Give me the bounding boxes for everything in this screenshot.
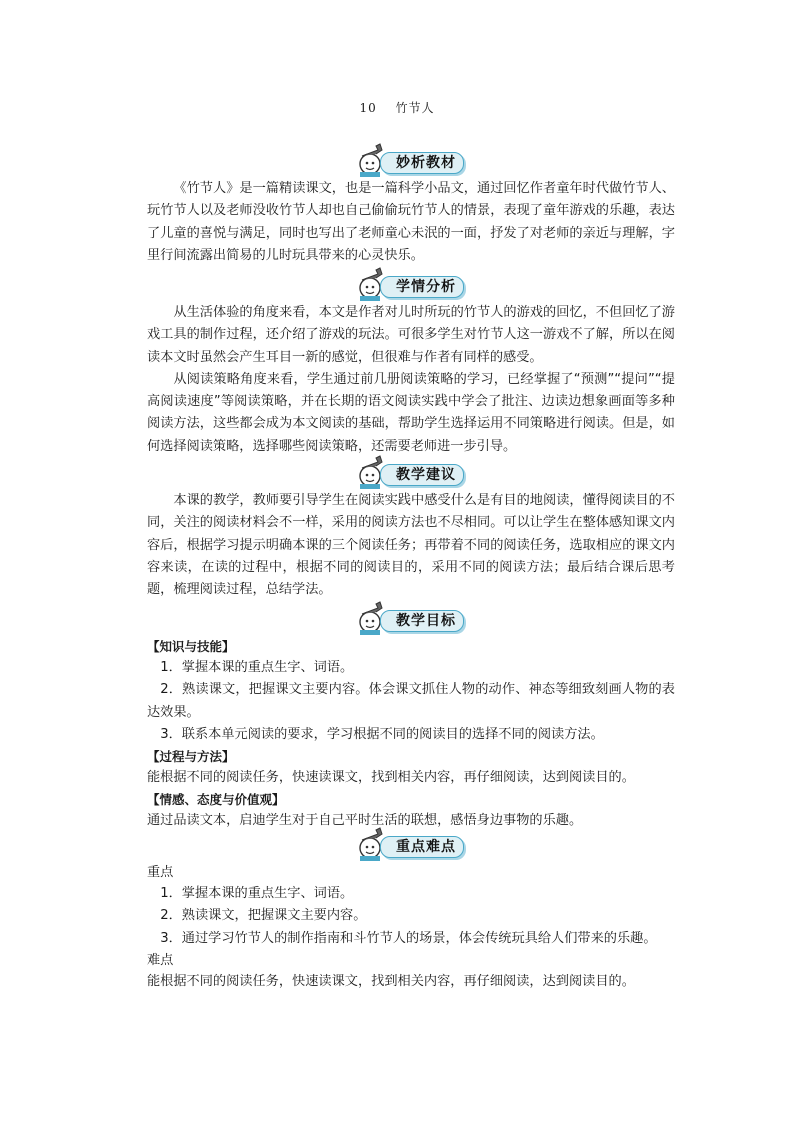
section-heading [356,454,466,490]
paragraph: 能根据不同的阅读任务，快速读课文，找到相关内容，再仔细阅读，达到阅读目的。 [147,770,635,786]
section-suggestion [147,454,675,601]
paragraph: 本课的教学，教师要引导学生在阅读实践中感受什么是有目的地阅读，懂得阅读目的不同，关注的阅读材料会不一样，采用的阅读方法也不尽相同。可以让学生在整体感知课文内容后，根据学习提示明确本课的三个阅读任务；再带着不同的阅读任务，选取相应的课文内容来读，在读的过程中，根据不同的阅读目的，采用不同的阅读方法；最后结合课后思考题，梳理阅读过程，总结学法。 [147,493,675,598]
subheading-process: 【过程与方法】 [147,749,235,765]
label-difficulty: 难点 [147,952,174,968]
section-learning [147,266,675,458]
paragraph: 从阅读策略角度来看，学生通过前几册阅读策略的学习，已经掌握了“预测”“提问”“提高阅读速度”等阅读策略，并在长期的语文阅读实践中学会了批注、边读边想象画面等多种阅读方法，这些都会成为本文阅读的基础，帮助学生选择运用不同策略进行阅读。但是，如何选择阅读策略，选择哪些阅读策略，还需要老师进一步引导。 [147,371,675,454]
section-objectives [147,600,675,833]
list-item: 2．熟读课文，把握课文主要内容。体会课文抓住人物的动作、神态等细致刻画人物的表达效果。 [147,682,675,720]
section-banner: 学情分析 [380,276,464,298]
section-banner: 教学建议 [380,464,464,486]
section-heading [356,142,466,178]
lesson-number: 10 [359,101,377,115]
page-header [0,99,794,116]
section-banner: 教学目标 [380,610,464,632]
label-key: 重点 [147,865,174,880]
lesson-title: 竹节人 [395,101,435,115]
section-banner: 重点难点 [380,836,464,858]
list-item: 1．掌握本课的重点生字、词语。 [160,660,354,675]
section-analysis [147,142,675,267]
section-heading [356,826,466,862]
section-heading [356,266,466,302]
paragraph: 从生活体验的角度来看，本文是作者对儿时所玩的竹节人的游戏的回忆，不但回忆了游戏工具的制作过程，还介绍了游戏的玩法。可很多学生对竹节人这一游戏不了解，所以在阅读本文时虽然会产生耳目一新的感觉，但很难与作者有同样的感受。 [147,305,675,365]
section-keypoints [147,826,675,993]
section-banner: 妙析教材 [380,152,464,174]
paragraph: 通过品读文本，启迪学生对于自己平时生活的联想，感悟身边事物的乐趣。 [147,813,583,829]
subheading-knowledge: 【知识与技能】 [147,639,235,654]
list-item: 2．熟读课文，把握课文主要内容。 [160,908,367,924]
paragraph: 能根据不同的阅读任务，快速读课文，找到相关内容，再仔细阅读，达到阅读目的。 [147,973,635,989]
list-item: 3．联系本单元阅读的要求，学习根据不同的阅读目的选择不同的阅读方法。 [160,726,604,742]
list-item: 1．掌握本课的重点生字、词语。 [160,886,354,901]
subheading-emotion: 【情感、态度与价值观】 [147,792,285,808]
paragraph: 《竹节人》是一篇精读课文，也是一篇科学小品文，通过回忆作者童年时代做竹节人、玩竹节人以及老师没收竹节人却也自己偷偷玩竹节人的情景，表现了童年游戏的乐趣，表达了儿童的喜悦与满足，同时也写出了老师童心未泯的一面，抒发了对老师的亲近与理解，字里行间流露出简易的儿时玩具带来的心灵快乐。 [147,181,675,263]
section-heading [356,600,466,636]
list-item: 3．通过学习竹节人的制作指南和斗竹节人的场景，体会传统玩具给人们带来的乐趣。 [160,930,657,946]
